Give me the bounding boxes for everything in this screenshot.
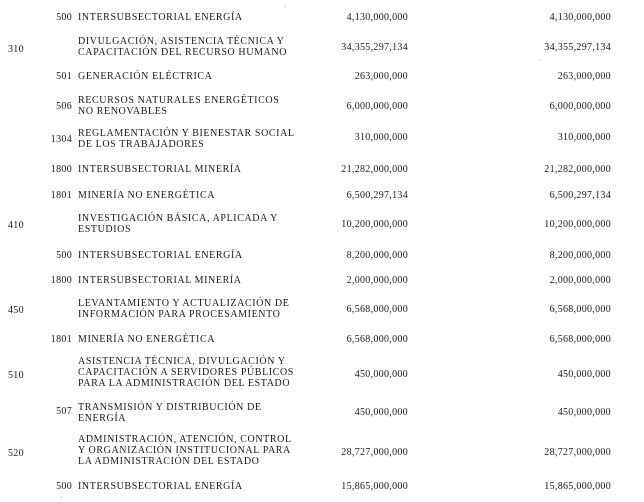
subprogram-code: 1800 [50,275,72,286]
subprogram-code: 506 [56,101,72,112]
amount-cell: 263,000,000 [354,71,408,82]
row-description: INTERSUBSECTORIAL ENERGÍA [78,481,243,492]
amount-cell: 34,355,297,134 [341,42,408,53]
amount-cell: 6,000,000,000 [346,101,408,112]
subprogram-code: 1801 [50,190,72,201]
amount-cell: 6,568,000,000 [346,304,408,315]
amount-cell: 21,282,000,000 [341,164,408,175]
subprogram-code: 507 [56,406,72,417]
total-cell: 8,200,000,000 [549,250,611,261]
program-code: 410 [8,220,24,231]
row-description: INVESTIGACIÓN BÁSICA, APLICADA Y ESTUDIOS [78,213,278,235]
total-cell: 6,000,000,000 [549,101,611,112]
program-code: 520 [8,448,24,459]
amount-cell: 4,130,000,000 [346,12,408,23]
total-cell: 4,130,000,000 [549,12,611,23]
scan-speck: · [60,493,63,502]
row-description: MINERÍA NO ENERGÉTICA [78,190,216,201]
total-cell: 2,000,000,000 [549,275,611,286]
program-code: 310 [8,44,24,55]
row-description: RECURSOS NATURALES ENERGÉTICOS NO RENOVABLES [78,95,280,117]
total-cell: 263,000,000 [557,71,611,82]
amount-cell: 28,727,000,000 [341,447,408,458]
total-cell: 6,568,000,000 [549,334,611,345]
amount-cell: 2,000,000,000 [346,275,408,286]
total-cell: 450,000,000 [557,407,611,418]
amount-cell: 450,000,000 [354,407,408,418]
total-cell: 6,568,000,000 [549,304,611,315]
subprogram-code: 500 [56,12,72,23]
row-description: ADMINISTRACIÓN, ATENCIÓN, CONTROL Y ORGANIZACIÓN INSTITUCIONAL PARA LA ADMINISTRACIÓN DEL ESTADO [78,434,292,467]
row-description: INTERSUBSECTORIAL MINERÍA [78,164,242,175]
total-cell: 450,000,000 [557,369,611,380]
row-description: REGLAMENTACIÓN Y BIENESTAR SOCIAL DE LOS TRABAJADORES [78,128,295,150]
amount-cell: 450,000,000 [354,369,408,380]
row-description: INTERSUBSECTORIAL MINERÍA [78,275,242,286]
row-description: INTERSUBSECTORIAL ENERGÍA [78,12,243,23]
scan-speck: · [538,56,541,65]
total-cell: 310,000,000 [557,132,611,143]
total-cell: 15,865,000,000 [544,481,611,492]
amount-cell: 6,500,297,134 [346,190,408,201]
total-cell: 28,727,000,000 [544,447,611,458]
amount-cell: 10,200,000,000 [341,219,408,230]
subprogram-code: 1801 [50,334,72,345]
subprogram-code: 1800 [50,164,72,175]
total-cell: 10,200,000,000 [544,219,611,230]
row-description: LEVANTAMIENTO Y ACTUALIZACIÓN DE INFORMACIÓN PARA PROCESAMIENTO [78,298,290,320]
program-code: 450 [8,305,24,316]
amount-cell: 310,000,000 [354,132,408,143]
row-description: GENERACIÓN ELÉCTRICA [78,71,213,82]
row-description: MINERÍA NO ENERGÉTICA [78,334,216,345]
amount-cell: 6,568,000,000 [346,334,408,345]
row-description: TRANSMISIÓN Y DISTRIBUCIÓN DE ENERGÍA [78,402,262,424]
amount-cell: 15,865,000,000 [341,481,408,492]
total-cell: 34,355,297,134 [544,42,611,53]
program-code: 510 [8,370,24,381]
row-description: ASISTENCIA TÉCNICA, DIVULGACIÓN Y CAPACITACIÓN A SERVIDORES PÚBLICOS PARA LA ADMINISTRACIÓN DEL ESTADO [78,356,294,389]
row-description: INTERSUBSECTORIAL ENERGÍA [78,250,243,261]
total-cell: 6,500,297,134 [549,190,611,201]
subprogram-code: 500 [56,481,72,492]
scan-speck: · [284,2,287,11]
amount-cell: 8,200,000,000 [346,250,408,261]
subprogram-code: 501 [56,71,72,82]
total-cell: 21,282,000,000 [544,164,611,175]
row-description: DIVULGACIÓN, ASISTENCIA TÉCNICA Y CAPACITACIÓN DEL RECURSO HUMANO [78,36,288,58]
subprogram-code: 1304 [50,134,72,145]
subprogram-code: 500 [56,250,72,261]
